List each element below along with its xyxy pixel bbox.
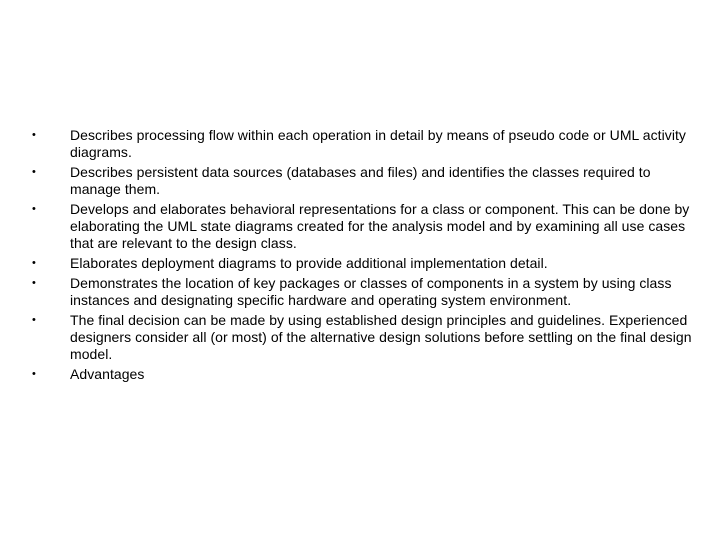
bullet-text: Demonstrates the location of key packages or classes of components in a system by using class instances and designating specific hardware and operating system environment. bbox=[70, 275, 672, 308]
bullet-list bbox=[32, 127, 692, 386]
bullet-text: Describes persistent data sources (databases and files) and identifies the classes required to manage them. bbox=[70, 164, 651, 197]
list-item bbox=[32, 312, 692, 363]
list-item bbox=[32, 127, 692, 161]
list-item bbox=[32, 366, 692, 383]
bullet-icon: • bbox=[32, 257, 36, 269]
bullet-text: Describes processing flow within each operation in detail by means of pseudo code or UML activity diagrams. bbox=[70, 127, 686, 160]
bullet-text: Develops and elaborates behavioral representations for a class or component. This can be done by elaborating the UML state diagrams created for the analysis model and by examining all use cases that are relevant to the design class. bbox=[70, 201, 690, 251]
bullet-text: Elaborates deployment diagrams to provide additional implementation detail. bbox=[70, 255, 548, 271]
bullet-icon: • bbox=[32, 314, 36, 326]
bullet-icon: • bbox=[32, 129, 36, 141]
bullet-icon: • bbox=[32, 203, 36, 215]
list-item bbox=[32, 201, 692, 252]
list-item bbox=[32, 255, 692, 272]
list-item bbox=[32, 275, 692, 309]
bullet-text: Advantages bbox=[70, 366, 145, 382]
list-item bbox=[32, 164, 692, 198]
bullet-icon: • bbox=[32, 277, 36, 289]
bullet-icon: • bbox=[32, 368, 36, 380]
bullet-text: The final decision can be made by using established design principles and guidelines. Experienced designers consider all (or most) of the alternative design solutions before settling on the final design model. bbox=[70, 312, 692, 362]
bullet-icon: • bbox=[32, 166, 36, 178]
